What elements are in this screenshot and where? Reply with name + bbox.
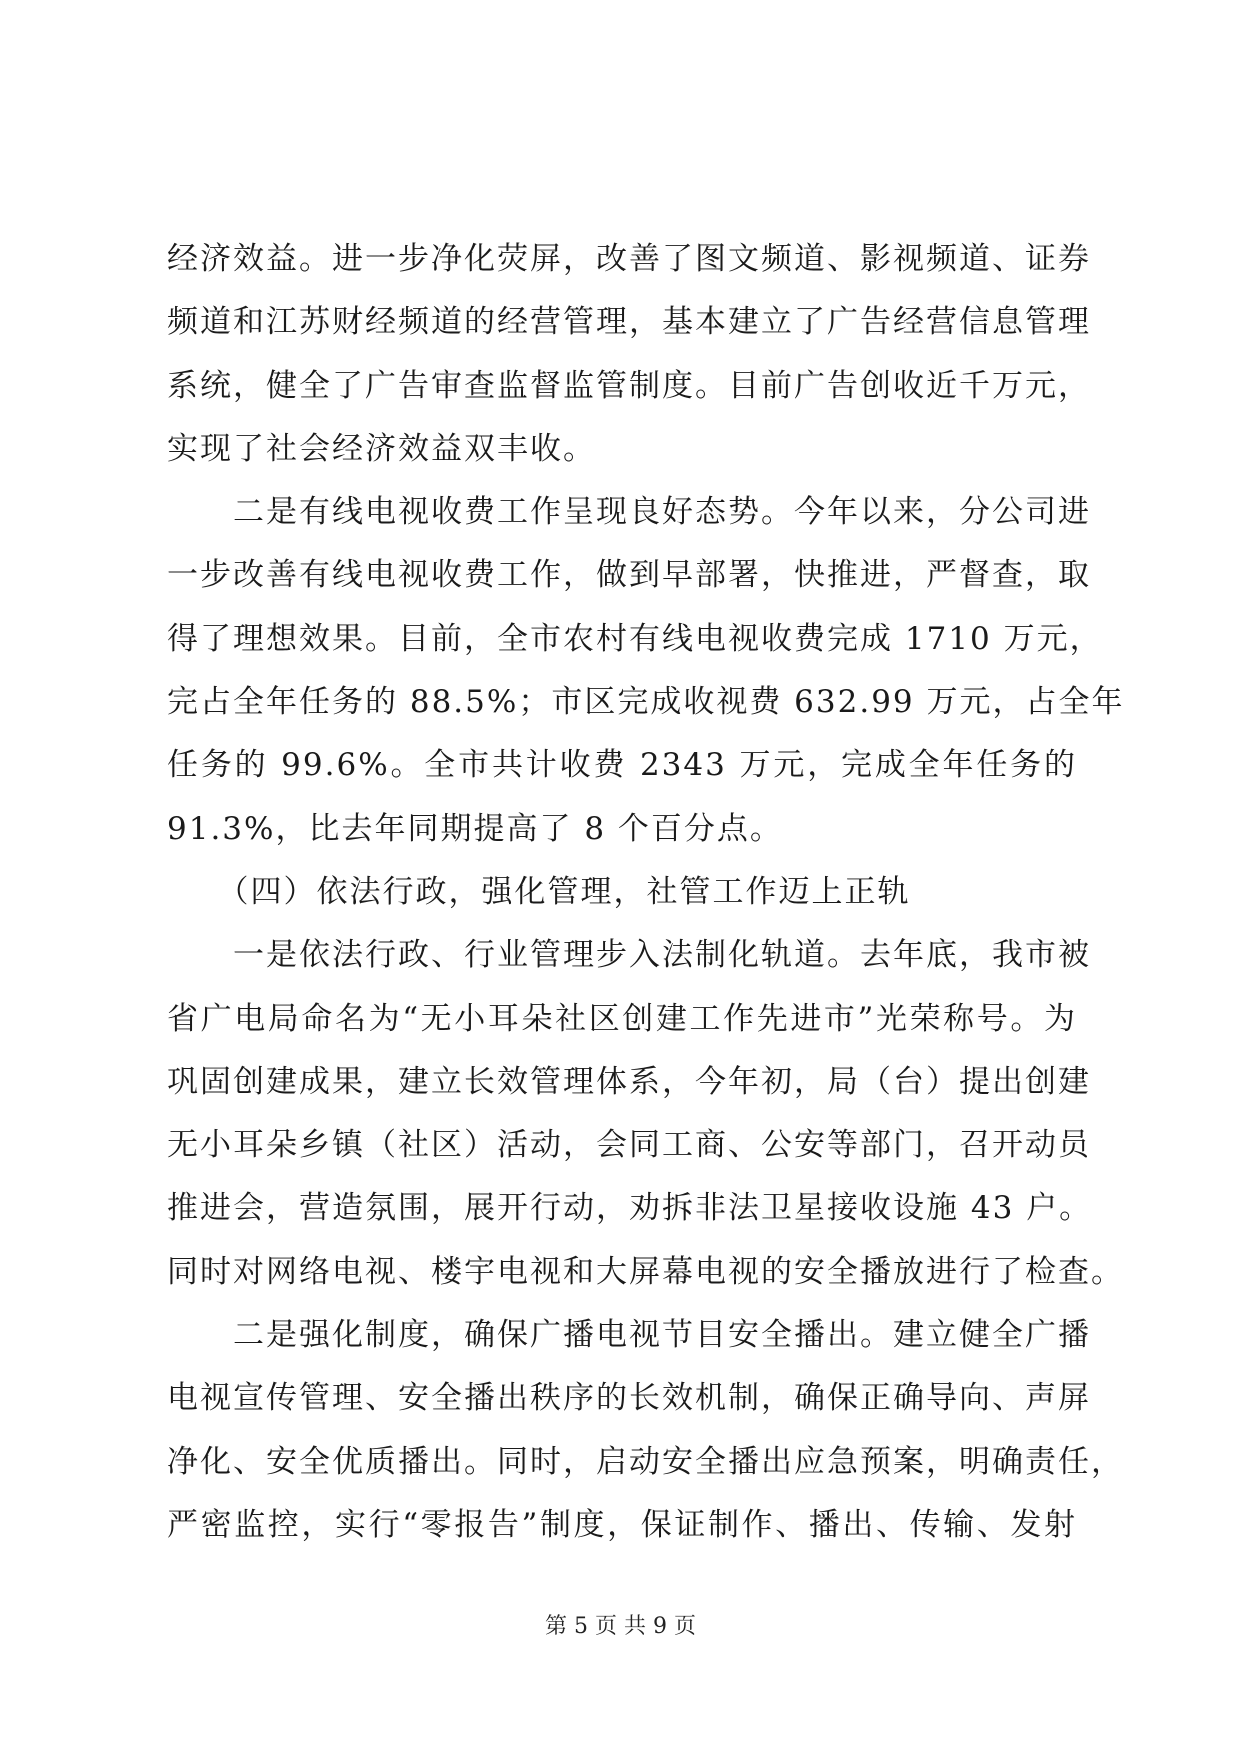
text-line: 一是依法行政、行业管理步入法制化轨道。去年底，我市被: [167, 937, 1091, 974]
text-line: 推进会，营造氛围，展开行动，劝拆非法卫星接收设施 43 户。: [167, 1190, 1093, 1227]
text-line: 无小耳朵乡镇（社区）活动，会同工商、公安等部门，召开动员: [167, 1127, 1091, 1164]
text-line: 频道和江苏财经频道的经营管理，基本建立了广告经营信息管理: [167, 304, 1091, 341]
text-line: 严密监控，实行“零报告”制度，保证制作、播出、传输、发射: [167, 1506, 1077, 1543]
text-line: 实现了社会经济效益双丰收。: [167, 430, 596, 467]
body-text: [167, 228, 1125, 1557]
text-line: 系统，健全了广告审查监督监管制度。目前广告创收近千万元，: [167, 367, 1091, 404]
text-line: 任务的 99.6%。全市共计收费 2343 万元，完成全年任务的: [167, 747, 1077, 784]
page-number: 第 5 页 共 9 页: [545, 1614, 696, 1639]
text-line: 经济效益。进一步净化荧屏，改善了图文频道、影视频道、证券: [167, 241, 1091, 277]
text-line: 电视宣传管理、安全播出秩序的长效机制，确保正确导向、声屏: [167, 1380, 1091, 1417]
text-line: 得了理想效果。目前，全市农村有线电视收费完成 1710 万元，: [167, 620, 1103, 657]
text-line: 一步改善有线电视收费工作，做到早部署，快推进，严督查，取: [167, 557, 1091, 594]
text-line: 完占全年任务的 88.5%；市区完成收视费 632.99 万元，占全年: [167, 684, 1125, 721]
page-footer: [0, 1612, 1241, 1642]
text-line: 同时对网络电视、楼宇电视和大屏幕电视的安全播放进行了检查。: [167, 1253, 1124, 1290]
text-line: 二是有线电视收费工作呈现良好态势。今年以来，分公司进: [167, 494, 1091, 531]
text-line: 二是强化制度，确保广播电视节目安全播出。建立健全广播: [167, 1317, 1091, 1354]
text-line: 91.3%，比去年同期提高了 8 个百分点。: [167, 810, 783, 847]
text-line: 省广电局命名为“无小耳朵社区创建工作先进市”光荣称号。为: [167, 1000, 1077, 1037]
text-line: 巩固创建成果，建立长效管理体系，今年初，局（台）提出创建: [167, 1063, 1091, 1100]
text-line: 净化、安全优质播出。同时，启动安全播出应急预案，明确责任，: [167, 1443, 1124, 1480]
section-heading: （四）依法行政，强化管理，社管工作迈上正轨: [167, 873, 911, 910]
